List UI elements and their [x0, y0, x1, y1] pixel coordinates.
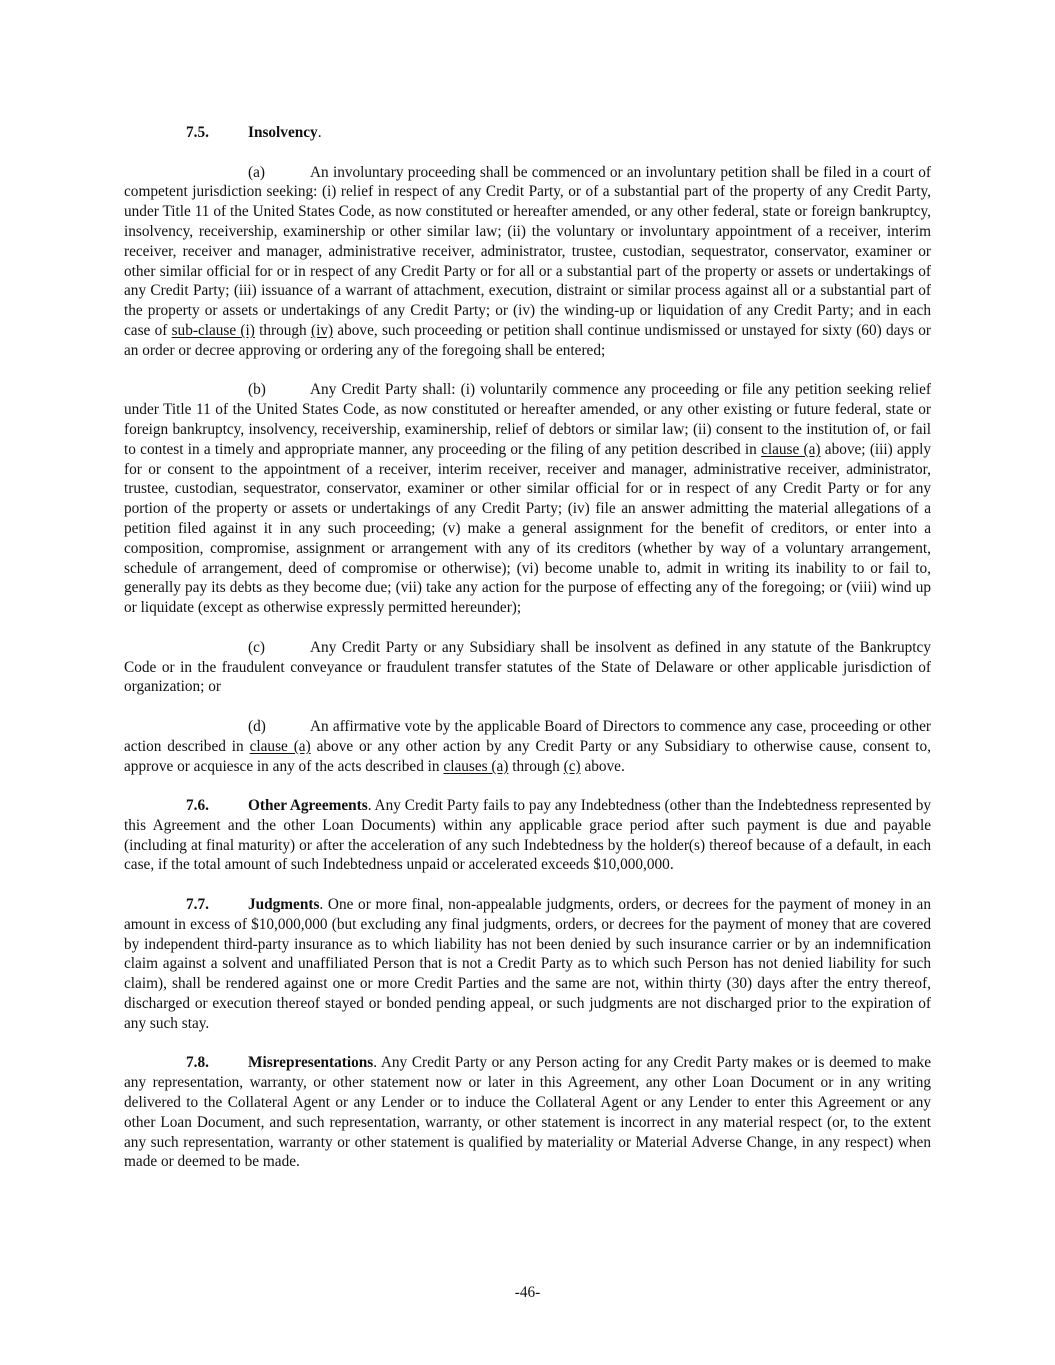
section-7-7-paragraph: [124, 895, 931, 1034]
cross-reference: (c): [563, 757, 581, 775]
clause-text: An involuntary proceeding shall be commenced or an involuntary petition shall be filed in a court of competent jurisdiction seeking: (i) relief in respect of any Credit Party, or of a substantial part of the property of any Credit Party, under Title 11 of the United States Code, as now constituted or hereafter amended, or any other federal, state or foreign bankruptcy, insolvency, receivership, examinership or other similar law; (ii) the voluntary or involuntary appointment of a receiver, interim receiver, receiver and manager, administrative receiver, administrator, trustee, custodian, sequestrator, conservator, examiner or other similar official for or in respect of any Credit Party or for all or a substantial part of the property or assets or undertakings of any Credit Party; (iii) issuance of a warrant of attachment, execution, distraint or similar process against all or a substantial part of the property or assets or undertakings of any Credit Party; or (iv) the winding-up or liquidation of any Credit Party; and in each case of: [124, 163, 931, 339]
clause-text: An affirmative vote by the applicable Board of Directors to commence any case, proceeding or other action described in: [124, 717, 931, 755]
clause-a-paragraph: [124, 163, 931, 361]
clause-marker: (a): [248, 163, 265, 181]
section-title: Judgments: [248, 896, 320, 914]
cross-reference: clauses (a): [443, 757, 509, 775]
clause-marker: (b): [248, 381, 266, 399]
clause-b-paragraph: [124, 380, 931, 618]
section-7-5-heading: [124, 123, 931, 143]
section-number: 7.8.: [186, 1054, 209, 1072]
clause-c-paragraph: [124, 638, 931, 697]
cross-reference: clause (a): [249, 737, 311, 755]
clause-d-paragraph: [124, 717, 931, 776]
clause-marker: (d): [248, 717, 266, 735]
clause-text: through: [254, 321, 311, 339]
section-title: Misrepresentations: [248, 1054, 374, 1072]
section-text: . Any Credit Party or any Person acting for any Credit Party makes or is deemed to make any representation, warranty, or other statement now or later in this Agreement, any other Loan Document or in any writing delivered to the Collateral Agent or any Lender or to induce the Collateral Agent or any Lender to enter this Agreement or any other Loan Document, and such representation, warranty, or other statement is incorrect in any material respect (or, to the extent any such representation, warranty or other statement is qualified by materiality or Material Adverse Change, in any respect) when made or deemed to be made.: [124, 1054, 931, 1171]
cross-reference: (iv): [310, 321, 334, 339]
clause-text: Any Credit Party shall: (i) voluntarily commence any proceeding or file any petition seeking relief under Title 11 of the United States Code, as now constituted or hereafter amended, or any other existing or future federal, state or foreign bankruptcy, insolvency, receivership, examinership, relief of debtors or similar law; (ii) consent to the institution of, or fail to contest in a timely and appropriate manner, any proceeding or the filing of any petition described in: [124, 381, 931, 458]
clause-text: above, such proceeding or petition shall continue undismissed or unstayed for sixty (60) days or an order or decree approving or ordering any of the foregoing shall be entered;: [124, 321, 931, 359]
clause-text: through: [508, 757, 564, 775]
clause-marker: (c): [248, 638, 265, 656]
section-number: 7.7.: [186, 896, 209, 914]
section-7-6-paragraph: [124, 796, 931, 875]
section-title: Other Agreements: [248, 797, 368, 815]
section-title: Insolvency: [248, 124, 318, 141]
section-text: . One or more final, non-appealable judgments, orders, or decrees for the payment of money in an amount in excess of $10,000,000 (but excluding any final judgments, orders, or decrees for the payment of money that are covered by independent third-party insurance as to which liability has not been denied by such insurance carrier or by an indemnification claim against a solvent and unaffiliated Person that is not a Credit Party as to which such Person has not denied liability for such claim), shall be rendered against one or more Credit Parties and the same are not, within thirty (30) days after the entry thereof, discharged or execution thereof stayed or bonded pending appeal, or such judgments are not discharged prior to the expiration of any such stay.: [124, 896, 931, 1032]
clause-text: above or any other action by any Credit Party or any Subsidiary to otherwise cause, consent to, approve or acquiesce in any of the acts described in: [124, 737, 931, 775]
cross-reference: sub-clause (i): [171, 321, 255, 339]
page-number: -46-: [514, 1284, 541, 1301]
clause-text: above; (iii) apply for or consent to the appointment of a receiver, interim receiver, receiver and manager, administrative receiver, administrator, trustee, custodian, sequestrator, conservator, examiner or other similar official for or in respect of any Credit Party or for any portion of the property or assets or undertakings of any Credit Party; (iv) file an answer admitting the material allegations of a petition filed against it in any such proceeding; (v) make a general assignment for the benefit of creditors, or enter into a composition, compromise, assignment or arrangement with any of its creditors (whether by way of a voluntary arrangement, schedule of arrangement, deed of compromise or otherwise); (vi) become unable to, admit in writing its inability to or fail to, generally pay its debts as they become due; (vii) take any action for the purpose of effecting any of the foregoing; or (viii) wind up or liquidate (except as otherwise expressly permitted hereunder);: [124, 440, 931, 617]
clause-text: Any Credit Party or any Subsidiary shall be insolvent as defined in any statute of the Bankruptcy Code or in the fraudulent conveyance or fraudulent transfer statutes of the State of Delaware or other applicable jurisdiction of organization; or: [124, 638, 931, 696]
section-number: 7.6.: [186, 797, 209, 815]
section-text: . Any Credit Party fails to pay any Indebtedness (other than the Indebtedness represented by this Agreement and the other Loan Documents) within any applicable grace period after such payment is due and payable (including at final maturity) or after the acceleration of any such Indebtedness by the holder(s) thereof because of a default, in each case, if the total amount of such Indebtedness unpaid or accelerated exceeds $10,000,000.: [124, 797, 932, 874]
cross-reference: clause (a): [761, 440, 821, 458]
section-number: 7.5.: [186, 124, 209, 141]
section-title-period: .: [317, 124, 322, 141]
section-7-8-paragraph: [124, 1053, 931, 1172]
clause-text: above.: [580, 757, 625, 775]
